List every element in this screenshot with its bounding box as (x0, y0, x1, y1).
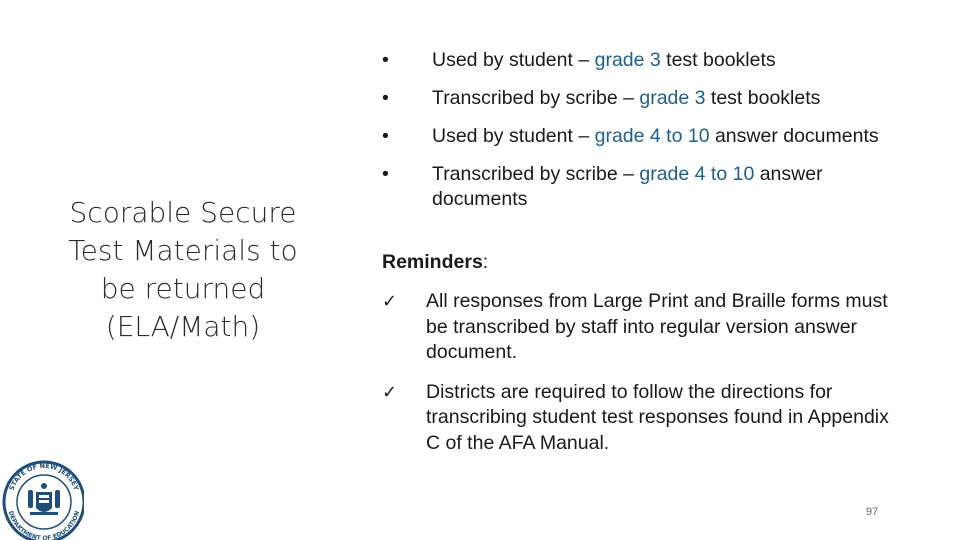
reminder-text: All responses from Large Print and Braille forms must be transcribed by staff into regular version answer document. (426, 290, 888, 363)
bullet-list (382, 48, 902, 212)
checkmark-icon: ✓ (382, 381, 398, 403)
reminder-text: Districts are required to follow the directions for transcribing student test responses found in Appendix C of the AFA Manual. (426, 380, 889, 454)
checkmark-icon: ✓ (382, 291, 398, 312)
bullet-text-accent: grade 3 (639, 87, 706, 109)
bullet-text-before: Transcribed by scribe – (432, 87, 640, 109)
bullet-text-before: Used by student – (432, 125, 595, 147)
bullet-icon: • (382, 163, 389, 185)
bullet-text-accent: grade 4 to 10 (594, 125, 710, 147)
bullet-text-after: test booklets (660, 49, 776, 71)
bullet-text-accent: grade 4 to 10 (639, 163, 755, 185)
page-number: 97 (866, 506, 879, 518)
reminders-heading-colon: : (482, 251, 489, 273)
bullet-icon: • (382, 87, 389, 109)
bullet-text-after: test booklets (705, 87, 821, 109)
bullet-text-accent: grade 3 (594, 49, 661, 71)
seal-text-bottom: DEPARTMENT OF EDUCATION (6, 510, 82, 540)
bullet-item (382, 86, 902, 111)
state-seal-logo (0, 440, 84, 540)
reminders-heading (382, 250, 902, 275)
bullet-text-after: answer documents (432, 163, 823, 210)
bullet-item (382, 162, 902, 212)
reminder-item (382, 380, 902, 457)
bullet-text-before: Used by student – (432, 49, 595, 71)
content-area (382, 48, 902, 470)
bullet-text-before: Transcribed by scribe – (432, 163, 640, 185)
slide-title: Scorable Secure Test Materials to be returned (ELA/Math) (68, 196, 298, 343)
bullet-item (382, 48, 902, 73)
reminder-item (382, 289, 902, 366)
bullet-icon: • (382, 125, 389, 147)
bullet-text-after: answer documents (709, 125, 879, 147)
reminders-list (382, 289, 902, 456)
bullet-icon: • (382, 49, 389, 71)
seal-text-top: STATE OF NEW JERSEY (7, 461, 81, 492)
reminders-heading-label: Reminders (382, 251, 483, 273)
bullet-item (382, 124, 902, 149)
